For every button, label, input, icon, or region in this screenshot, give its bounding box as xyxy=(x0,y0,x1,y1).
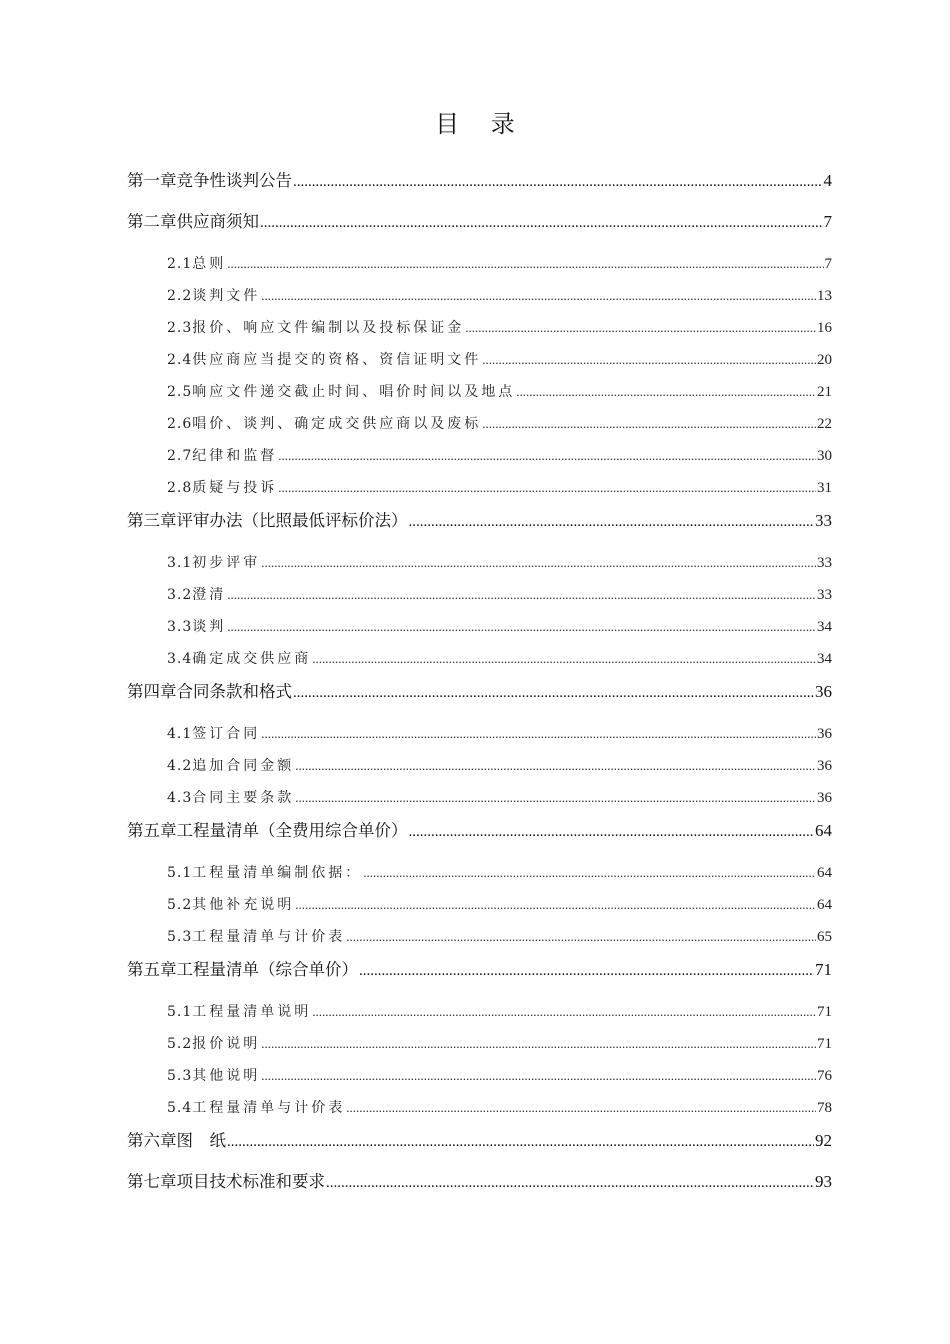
toc-section-entry[interactable] xyxy=(127,782,832,814)
section-number: 3.3 xyxy=(167,619,193,635)
toc-chapter-entry[interactable] xyxy=(127,677,832,718)
section-number: 5.1 xyxy=(167,865,193,881)
page-number: 31 xyxy=(817,480,832,496)
toc-section-entry[interactable] xyxy=(127,344,832,376)
toc-section-entry[interactable] xyxy=(127,472,832,504)
section-title: 其他说明 xyxy=(192,1068,261,1084)
section-number: 2.5 xyxy=(167,384,193,400)
chapter-title: 合同条款和格式 xyxy=(176,682,292,701)
page-number: 64 xyxy=(817,897,832,913)
section-number: 4.3 xyxy=(167,790,193,806)
section-title: 追加合同金额 xyxy=(192,758,295,774)
page-number: 13 xyxy=(817,288,832,304)
dot-leader xyxy=(261,547,816,579)
dot-leader xyxy=(465,312,816,344)
dot-leader xyxy=(261,280,816,312)
toc-section-entry[interactable] xyxy=(127,643,832,675)
toc-title: 目 录 xyxy=(435,110,527,138)
section-number: 2.3 xyxy=(167,320,193,336)
chapter-number: 第六章 xyxy=(127,1131,177,1150)
section-title: 谈判文件 xyxy=(192,288,261,304)
section-title: 确定成交供应商 xyxy=(192,651,312,667)
page-number: 20 xyxy=(817,352,832,368)
section-title: 唱价、谈判、确定成交供应商以及废标 xyxy=(192,416,482,432)
section-title: 质疑与投诉 xyxy=(192,480,278,496)
chapter-number: 第五章 xyxy=(127,821,177,840)
section-number: 2.2 xyxy=(167,288,193,304)
section-number: 2.6 xyxy=(167,416,193,432)
toc-chapter-entry[interactable] xyxy=(127,166,832,207)
dot-leader xyxy=(482,344,816,376)
dot-leader xyxy=(278,440,816,472)
page-number: 7 xyxy=(824,256,832,272)
section-title: 工程量清单编制依据： xyxy=(192,865,363,881)
page-number: 4 xyxy=(823,171,832,190)
toc-section-entry[interactable] xyxy=(127,312,832,344)
chapter-title: 评审办法（比照最低评标价法） xyxy=(176,511,408,530)
section-title: 报价说明 xyxy=(192,1036,261,1052)
toc-section-entry[interactable] xyxy=(127,857,832,889)
page-number: 92 xyxy=(815,1131,832,1150)
page-number: 7 xyxy=(823,212,832,231)
page-number: 36 xyxy=(817,790,832,806)
page-number: 71 xyxy=(817,1004,832,1020)
section-title: 供应商应当提交的资格、资信证明文件 xyxy=(192,352,482,368)
chapter-number: 第二章 xyxy=(127,212,177,231)
section-title: 其他补充说明 xyxy=(192,897,295,913)
chapter-title: 项目技术标准和要求 xyxy=(176,1172,325,1191)
page-number: 33 xyxy=(817,555,832,571)
toc-section-entry[interactable] xyxy=(127,1060,832,1092)
toc-section-entry[interactable] xyxy=(127,579,832,611)
dot-leader xyxy=(312,643,816,675)
page-number: 76 xyxy=(817,1068,832,1084)
dot-leader xyxy=(227,248,823,280)
section-number: 2.4 xyxy=(167,352,193,368)
chapter-title: 工程量清单（全费用综合单价） xyxy=(176,821,408,840)
dot-leader xyxy=(326,1167,814,1198)
section-title: 工程量清单与计价表 xyxy=(192,1100,346,1116)
toc-section-entry[interactable] xyxy=(127,280,832,312)
chapter-title: 竞争性谈判公告 xyxy=(176,171,292,190)
page-number: 78 xyxy=(817,1100,832,1116)
page-number: 71 xyxy=(815,960,832,979)
dot-leader xyxy=(359,955,814,986)
toc-chapter-entry[interactable] xyxy=(127,1167,832,1208)
toc-section-entry[interactable] xyxy=(127,718,832,750)
page-number: 34 xyxy=(817,651,832,667)
page-number: 93 xyxy=(815,1172,832,1191)
section-title: 纪律和监督 xyxy=(192,448,278,464)
section-number: 5.4 xyxy=(167,1100,193,1116)
toc-section-entry[interactable] xyxy=(127,376,832,408)
dot-leader xyxy=(261,1028,816,1060)
toc-section-entry[interactable] xyxy=(127,1028,832,1060)
section-title: 响应文件递交截止时间、唱价时间以及地点 xyxy=(192,384,516,400)
section-title: 签订合同 xyxy=(192,726,261,742)
toc-chapter-entry[interactable] xyxy=(127,955,832,996)
dot-leader xyxy=(261,718,816,750)
dot-leader xyxy=(260,207,823,238)
chapter-number: 第四章 xyxy=(127,682,177,701)
page-number: 65 xyxy=(817,929,832,945)
page-number: 36 xyxy=(817,758,832,774)
chapter-number: 第五章 xyxy=(127,960,177,979)
page-number: 34 xyxy=(817,619,832,635)
toc-chapter-entry[interactable] xyxy=(127,207,832,248)
section-number: 3.2 xyxy=(167,587,193,603)
table-of-contents xyxy=(127,166,832,1208)
section-title: 谈判 xyxy=(192,619,227,635)
section-number: 5.3 xyxy=(167,1068,193,1084)
dot-leader xyxy=(261,1060,816,1092)
dot-leader xyxy=(227,611,816,643)
section-number: 3.1 xyxy=(167,555,193,571)
page-number: 21 xyxy=(817,384,832,400)
toc-section-entry[interactable] xyxy=(127,750,832,782)
page-number: 64 xyxy=(815,821,832,840)
section-number: 4.2 xyxy=(167,758,193,774)
toc-section-entry[interactable] xyxy=(127,1092,832,1124)
page-number: 64 xyxy=(817,865,832,881)
page-number: 33 xyxy=(815,511,832,530)
page-number: 30 xyxy=(817,448,832,464)
toc-section-entry[interactable] xyxy=(127,889,832,921)
toc-section-entry[interactable] xyxy=(127,921,832,953)
section-number: 2.1 xyxy=(167,256,193,272)
toc-section-entry[interactable] xyxy=(127,611,832,643)
page-number: 36 xyxy=(817,726,832,742)
section-title: 报价、响应文件编制以及投标保证金 xyxy=(192,320,465,336)
page-number: 22 xyxy=(817,416,832,432)
section-title: 合同主要条款 xyxy=(192,790,295,806)
section-number: 5.1 xyxy=(167,1004,193,1020)
chapter-number: 第一章 xyxy=(127,171,177,190)
dot-leader xyxy=(227,1126,814,1157)
toc-section-entry[interactable] xyxy=(127,408,832,440)
dot-leader xyxy=(409,816,815,847)
chapter-title: 供应商须知 xyxy=(176,212,259,231)
page-number: 16 xyxy=(817,320,832,336)
section-number: 2.8 xyxy=(167,480,193,496)
section-title: 工程量清单说明 xyxy=(192,1004,312,1020)
dot-leader xyxy=(346,921,816,953)
toc-section-entry[interactable] xyxy=(127,547,832,579)
chapter-number: 第七章 xyxy=(127,1172,177,1191)
section-title: 澄清 xyxy=(192,587,227,603)
section-number: 5.3 xyxy=(167,929,193,945)
page-number: 33 xyxy=(817,587,832,603)
section-number: 3.4 xyxy=(167,651,193,667)
section-title: 总则 xyxy=(192,256,227,272)
chapter-title: 工程量清单（综合单价） xyxy=(176,960,358,979)
section-title: 工程量清单与计价表 xyxy=(192,929,346,945)
dot-leader xyxy=(409,506,815,537)
dot-leader xyxy=(363,857,816,889)
dot-leader xyxy=(278,472,816,504)
dot-leader xyxy=(293,166,823,197)
dot-leader xyxy=(295,889,816,921)
section-number: 5.2 xyxy=(167,1036,193,1052)
dot-leader xyxy=(293,677,814,708)
section-number: 5.2 xyxy=(167,897,193,913)
dot-leader xyxy=(295,750,816,782)
page-number: 36 xyxy=(815,682,832,701)
dot-leader xyxy=(295,782,816,814)
section-title: 初步评审 xyxy=(192,555,261,571)
chapter-title: 图 纸 xyxy=(176,1131,226,1150)
dot-leader xyxy=(482,408,816,440)
toc-chapter-entry[interactable] xyxy=(127,506,832,547)
toc-chapter-entry[interactable] xyxy=(127,816,832,857)
page-number: 71 xyxy=(817,1036,832,1052)
dot-leader xyxy=(346,1092,816,1124)
toc-section-entry[interactable] xyxy=(127,248,832,280)
chapter-number: 第三章 xyxy=(127,511,177,530)
section-number: 2.7 xyxy=(167,448,193,464)
dot-leader xyxy=(516,376,816,408)
dot-leader xyxy=(227,579,816,611)
toc-section-entry[interactable] xyxy=(127,996,832,1028)
section-number: 4.1 xyxy=(167,726,193,742)
toc-chapter-entry[interactable] xyxy=(127,1126,832,1167)
toc-section-entry[interactable] xyxy=(127,440,832,472)
dot-leader xyxy=(312,996,816,1028)
